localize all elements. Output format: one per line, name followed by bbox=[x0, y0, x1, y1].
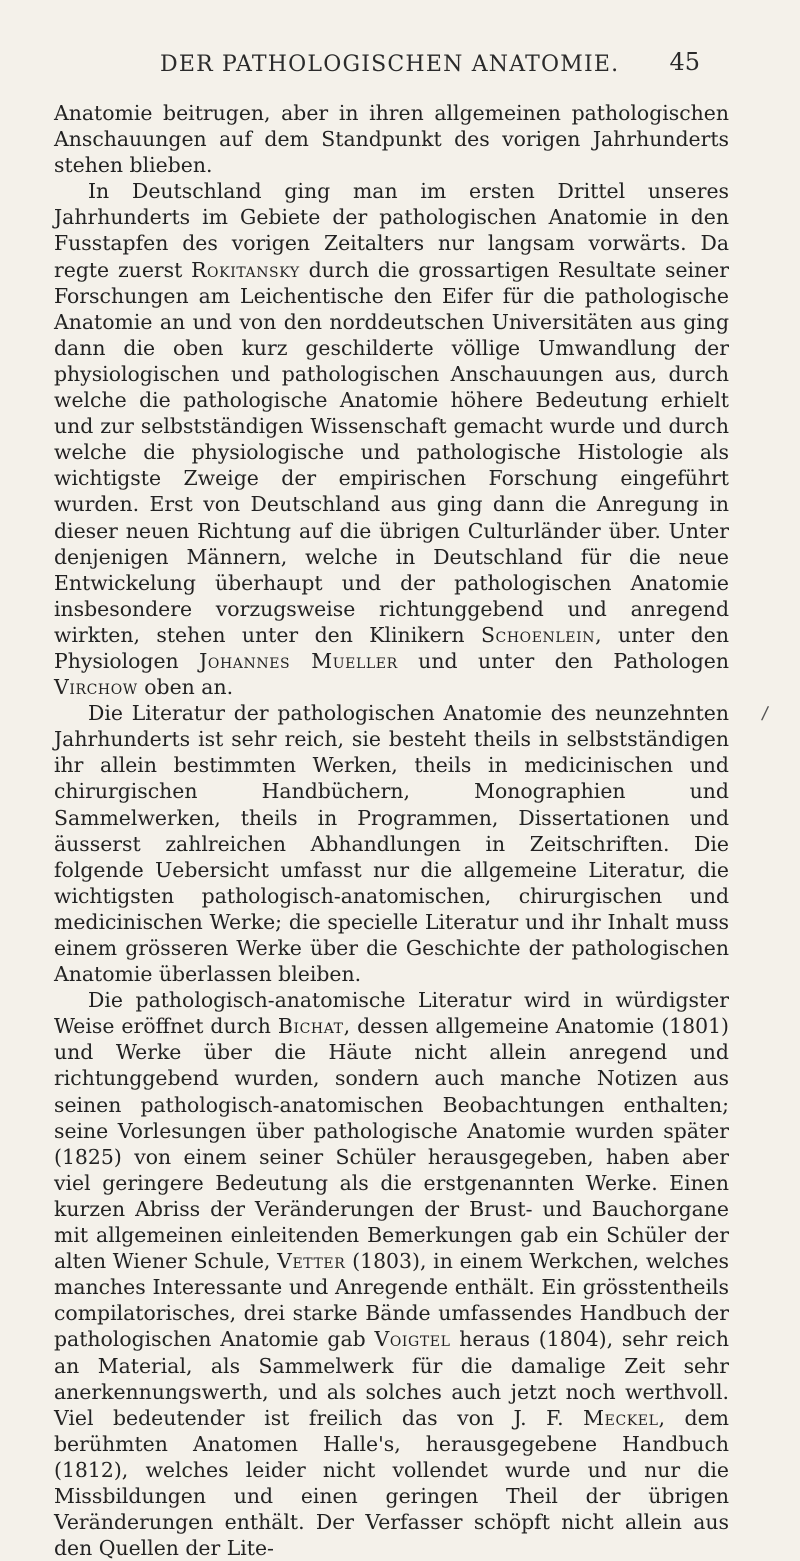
page-number: 45 bbox=[669, 48, 700, 76]
text-run: Die Literatur der pathologischen Anatomie des neunzehnten Jahrhunderts ist sehr reich, sie besteht theils in selbstständigen ihr allein bestimmten Werken, theils in medicinischen und chirurgischen Handbüchern, Monographien und Sammelwerken, theils in Programmen, Dissertationen und äusserst zahlreichen Abhandlungen in Zeitschriften. Die folgende Uebersicht umfasst nur die allgemeine Literatur, die wichtigsten pathologisch-anatomischen, chirurgischen und medicinischen Werke; die specielle Literatur und ihr Inhalt muss einem grösseren Werke über die Geschichte der pathologischen Anatomie überlassen bleiben. bbox=[54, 701, 729, 987]
text-run: heraus (1804), sehr reich an Material, als Sammelwerk für die damalige Zeit sehr anerkennungswerth, und als solches auch jetzt noch werthvoll. Viel bedeutender ist freilich das von J. F. bbox=[54, 1327, 729, 1430]
text-run: , unter den Physiologen bbox=[54, 622, 729, 673]
text-run: (1803), in einem Werkchen, welches manches Interessante und Anregende enthält. Ein grösstentheils compilatorisches, drei starke Bände umfassendes Handbuch der pathologischen Anatomie gab bbox=[54, 1249, 729, 1352]
paragraph bbox=[54, 700, 729, 987]
text-run: , dem berühmten Anatomen Halle's, herausgegebene Handbuch (1812), welches leider nicht vollendet wurde und nur die Missbildungen und einen geringen Theil der übrigen Veränderungen enthält. Der Verfasser schöpft nicht allein aus den Quellen der Lite- bbox=[54, 1405, 729, 1561]
author-name: Bichat bbox=[277, 1014, 344, 1039]
text-run: Die pathologisch-anatomische Literatur wird in würdigster Weise eröffnet durch bbox=[54, 988, 729, 1039]
running-head bbox=[0, 48, 800, 82]
author-name: Voigtel bbox=[374, 1327, 451, 1352]
author-name: Rokitansky bbox=[191, 257, 300, 282]
author-name: Virchow bbox=[54, 675, 138, 700]
text-run: , dessen allgemeine Anatomie (1801) und Werke über die Häute nicht allein anregend und richtunggebend wurden, sondern auch manche Notizen aus seinen pathologisch-anatomischen Beobachtungen enthalten; seine Vorlesungen über pathologische Anatomie wurden später (1825) von einem seiner Schüler herausgegeben, haben aber viel geringere Bedeutung als die erstgenannten Werke. Einen kurzen Abriss der Veränderungen der Brust- und Bauchorgane mit allgemeinen einleitenden Bemerkungen gab ein Schüler der alten Wiener Schule, bbox=[54, 1014, 729, 1274]
running-title: DER PATHOLOGISCHEN ANATOMIE. bbox=[160, 52, 620, 77]
text-run: In Deutschland ging man im ersten Drittel unseres Jahrhunderts im Gebiete der pathologischen Anatomie in den Fusstapfen des vorigen Zeitalters nur langsam vorwärts. Da regte zuerst bbox=[54, 179, 729, 282]
paragraph bbox=[54, 987, 729, 1561]
author-name: Schoenlein bbox=[480, 622, 596, 647]
text-run: oben an. bbox=[137, 675, 234, 700]
author-name: Meckel bbox=[583, 1405, 659, 1430]
paragraph bbox=[54, 100, 729, 178]
text-run: Anatomie beitrugen, aber in ihren allgemeinen pathologischen Anschauungen auf dem Standpunkt des vorigen Jahrhunderts stehen blieben. bbox=[54, 101, 729, 178]
text-run: durch die grossartigen Resultate seiner Forschungen am Leichentische den Eifer für die pathologische Anatomie an und von den norddeutschen Universitäten aus ging dann die oben kurz geschilderte völlige Umwandlung der physiologischen und pathologischen Anschauungen aus, durch welche die pathologische Anatomie höhere Bedeutung erhielt und zur selbstständigen Wissenschaft gemacht wurde und durch welche die physiologische und pathologische Histologie als wichtigste Zweige der empirischen Forschung eingeführt wurden. Erst von Deutschland aus ging dann die Anregung in dieser neuen Richtung auf die übrigen Culturländer über. Unter denjenigen Männern, welche in Deutschland für die neue Entwickelung überhaupt und der pathologischen Anatomie insbesondere vorzugsweise richtunggebend und anregend wirkten, stehen unter den Klinikern bbox=[54, 257, 729, 647]
margin-mark: / bbox=[760, 702, 770, 725]
text-run: und unter den Pathologen bbox=[397, 648, 729, 673]
author-name: Johannes Mueller bbox=[199, 648, 398, 673]
paragraph bbox=[54, 178, 729, 700]
author-name: Vetter bbox=[277, 1249, 346, 1274]
body-text bbox=[54, 100, 729, 1561]
